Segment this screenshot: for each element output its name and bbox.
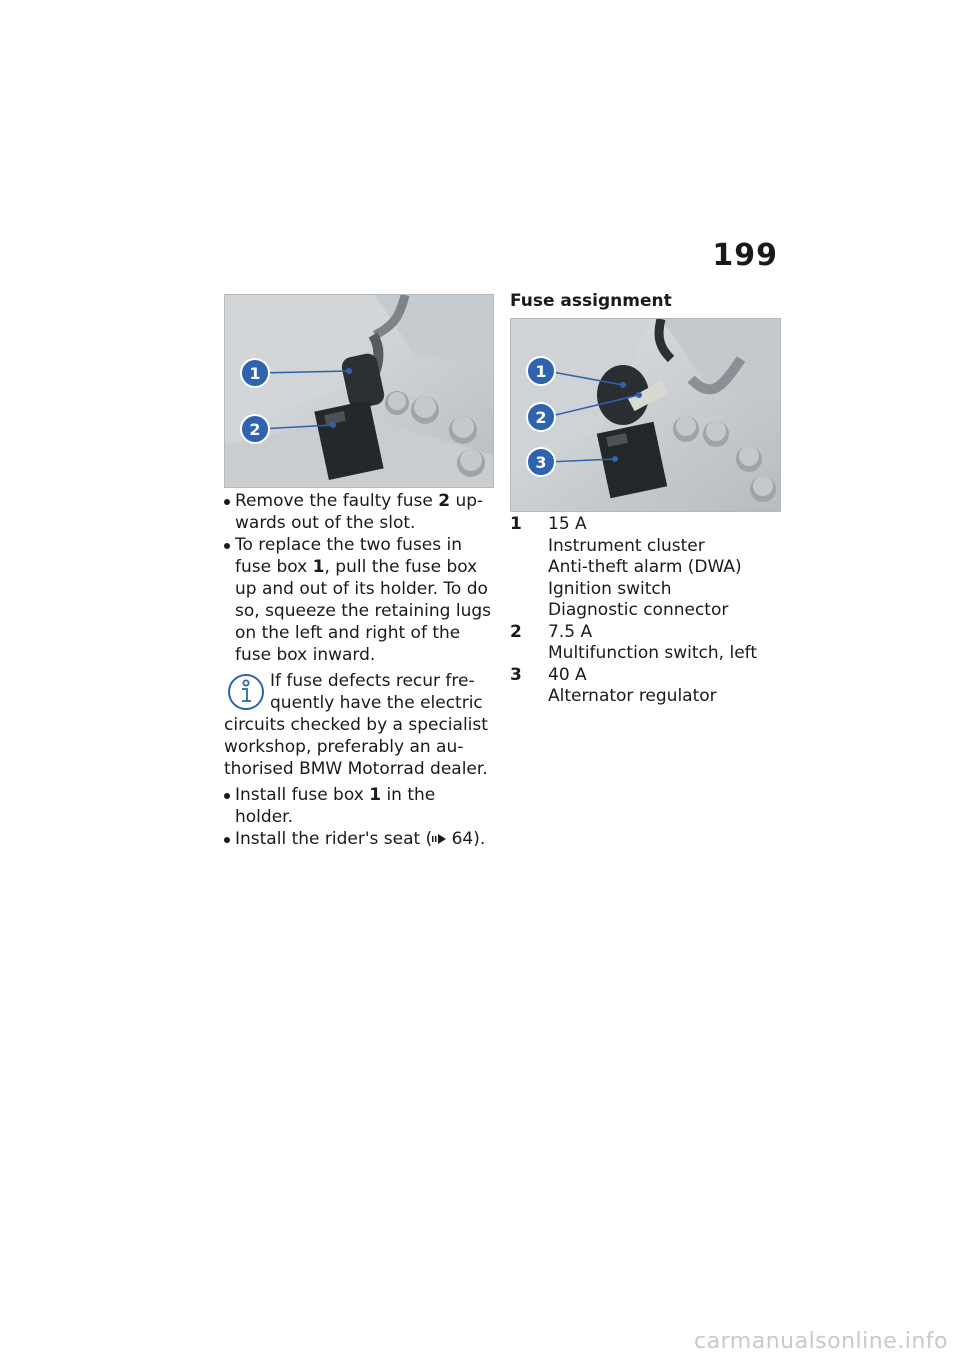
callout-label: 1 [535, 362, 547, 381]
fuse-number: 2 [510, 621, 522, 642]
right-column [510, 290, 785, 320]
step-install-seat: Install the rider's seat ( 64). [224, 828, 496, 850]
fuse-circuit: Anti-theft alarm (DWA) [548, 557, 742, 577]
callout-label: 3 [535, 453, 547, 472]
step-replace-fuse-box: To replace the two fuses in fuse box 1, pull the fuse box up and out of its holder. To do so, squeeze the retaining lugs on the left and right of the fuse box inward. [224, 534, 496, 666]
callout-label: 2 [249, 420, 261, 439]
fuse-assignment-photo [510, 318, 781, 512]
fuse-circuit: Alternator regulator [548, 686, 717, 706]
fuse-circuit: Ignition switch [548, 578, 672, 599]
fuse-circuit: Multifunction switch, left [548, 643, 758, 663]
step-install-fuse-box: Install fuse box 1 in the holder. [224, 784, 496, 828]
fuse-rating: 40 A [548, 664, 587, 685]
fuse-assignment-title: Fuse assignment [510, 291, 672, 311]
fuse-rating: 15 A [548, 514, 587, 534]
info-icon [226, 672, 266, 712]
fuse-box-photo-image [225, 295, 493, 487]
info-note-text: If fuse defects recur fre-quently have the electric circuits checked by a specialist workshop, preferably an au-thorised BMW Motorrad dealer. [224, 671, 488, 779]
callout-label: 2 [535, 408, 547, 427]
fuse-rating: 7.5 A [548, 621, 593, 642]
info-note [224, 670, 496, 780]
page-reference-arrow-icon [432, 833, 446, 845]
callout-label: 1 [249, 364, 261, 383]
fuse-entry [510, 622, 785, 665]
fuse-number: 1 [510, 514, 522, 534]
page-number: 199 [712, 238, 778, 273]
fuse-assignment-list [510, 514, 785, 708]
step-remove-fuse: Remove the faulty fuse 2 up-wards out of the slot. [224, 490, 496, 534]
left-column [224, 490, 496, 850]
fuse-entry [510, 514, 785, 622]
watermark: carmanualsonline.info [694, 1329, 948, 1354]
fuse-circuit: Instrument cluster [548, 535, 705, 556]
fuse-number: 3 [510, 664, 522, 685]
fuse-box-photo-left [224, 294, 494, 488]
fuse-assignment-photo-image [511, 319, 780, 511]
fuse-entry [510, 665, 785, 708]
fuse-circuit: Diagnostic connector [548, 600, 729, 620]
